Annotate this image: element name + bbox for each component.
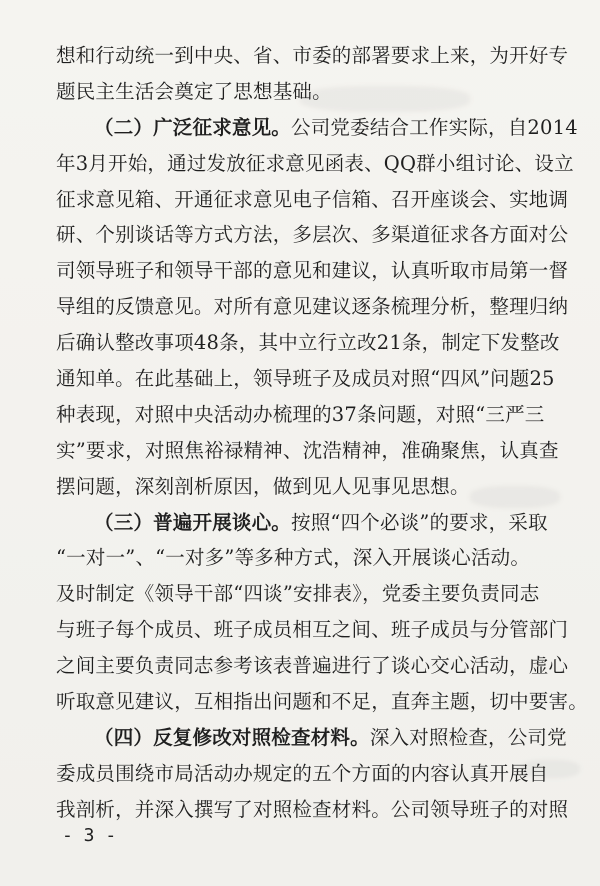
text-line [56, 469, 556, 505]
line-text: 听取意见建议，互相指出问题和不足，直奔主题，切中要害。 [56, 690, 588, 714]
text-line [56, 684, 588, 720]
line-text: 题民主生活会奠定了思想基础。 [56, 79, 332, 103]
text-line [56, 289, 569, 325]
line-text: 想和行动统一到中央、省、市委的部署要求上来，为开好专 [56, 44, 569, 67]
text-line [56, 576, 556, 612]
section-heading: （二）广泛征求意见。 [94, 115, 292, 139]
text-line [56, 146, 574, 182]
text-line [56, 397, 556, 433]
text-line [56, 648, 569, 684]
paragraph-start-line [56, 505, 556, 541]
line-text: 我剖析，并深入撰写了对照检查材料。公司领导班子的对照 [56, 797, 569, 821]
line-text: 深入对照检查，公司党 [369, 725, 567, 749]
line-text: 与班子每个成员、班子成员相互之间、班子成员与分管部门 [56, 618, 569, 642]
line-text: 年3月开始，通过发放征求意见函表、QQ群小组讨论、设立 [56, 151, 574, 175]
line-text: 及时制定《领导干部“四谈”安排表》，党委主要负责同志 [56, 582, 540, 606]
text-line [56, 182, 569, 218]
text-line [56, 433, 559, 469]
text-line [56, 792, 569, 828]
paragraph-start-line [56, 110, 578, 146]
paragraph-start-line [56, 720, 567, 756]
text-line [56, 74, 556, 110]
text-line [56, 217, 569, 253]
line-text: “一对一”、“一对多”等多种方式，深入开展谈心活动。 [56, 546, 531, 570]
line-text: 研、个别谈话等方式方法，多层次、多渠道征求各方面对公 [56, 223, 569, 247]
line-text: 种表现，对照中央活动办梳理的37条问题，对照“三严三 [56, 402, 545, 426]
line-text: 征求意见箱、开通征求意见电子信箱、召开座谈会、实地调 [56, 187, 569, 211]
line-text: 导组的反馈意见。对所有意见建议逐条梳理分析，整理归纳 [56, 295, 569, 319]
text-line [56, 612, 569, 648]
line-text: 后确认整改事项48条，其中立行立改21条，制定下发整改 [56, 331, 560, 355]
line-text: 之间主要负责同志参考该表普遍进行了谈心交心活动，虚心 [56, 654, 569, 678]
section-heading: （四）反复修改对照检查材料。 [94, 725, 370, 749]
text-line [56, 325, 560, 361]
text-line [56, 38, 569, 74]
line-text: 实”要求，对照焦裕禄精神、沈浩精神，准确聚焦，认真查 [56, 438, 559, 462]
section-heading: （三）普遍开展谈心。 [94, 510, 292, 534]
text-line [56, 253, 569, 289]
text-line [56, 361, 556, 397]
body-text [56, 38, 588, 828]
page-number: - 3 - [62, 825, 117, 846]
line-text: 摆问题，深刻剖析原因，做到见人见事见思想。 [56, 474, 470, 498]
line-text: 委成员围绕市局活动办规定的五个方面的内容认真开展自 [56, 761, 549, 785]
text-line [56, 540, 556, 576]
text-line [56, 756, 556, 792]
line-text: 按照“四个必谈”的要求，采取 [291, 510, 548, 534]
line-text: 通知单。在此基础上，领导班子及成员对照“四风”问题25 [56, 367, 555, 391]
line-text: 公司党委结合工作实际，自2014 [291, 115, 578, 139]
line-text: 司领导班子和领导干部的意见和建议，认真听取市局第一督 [56, 259, 569, 283]
